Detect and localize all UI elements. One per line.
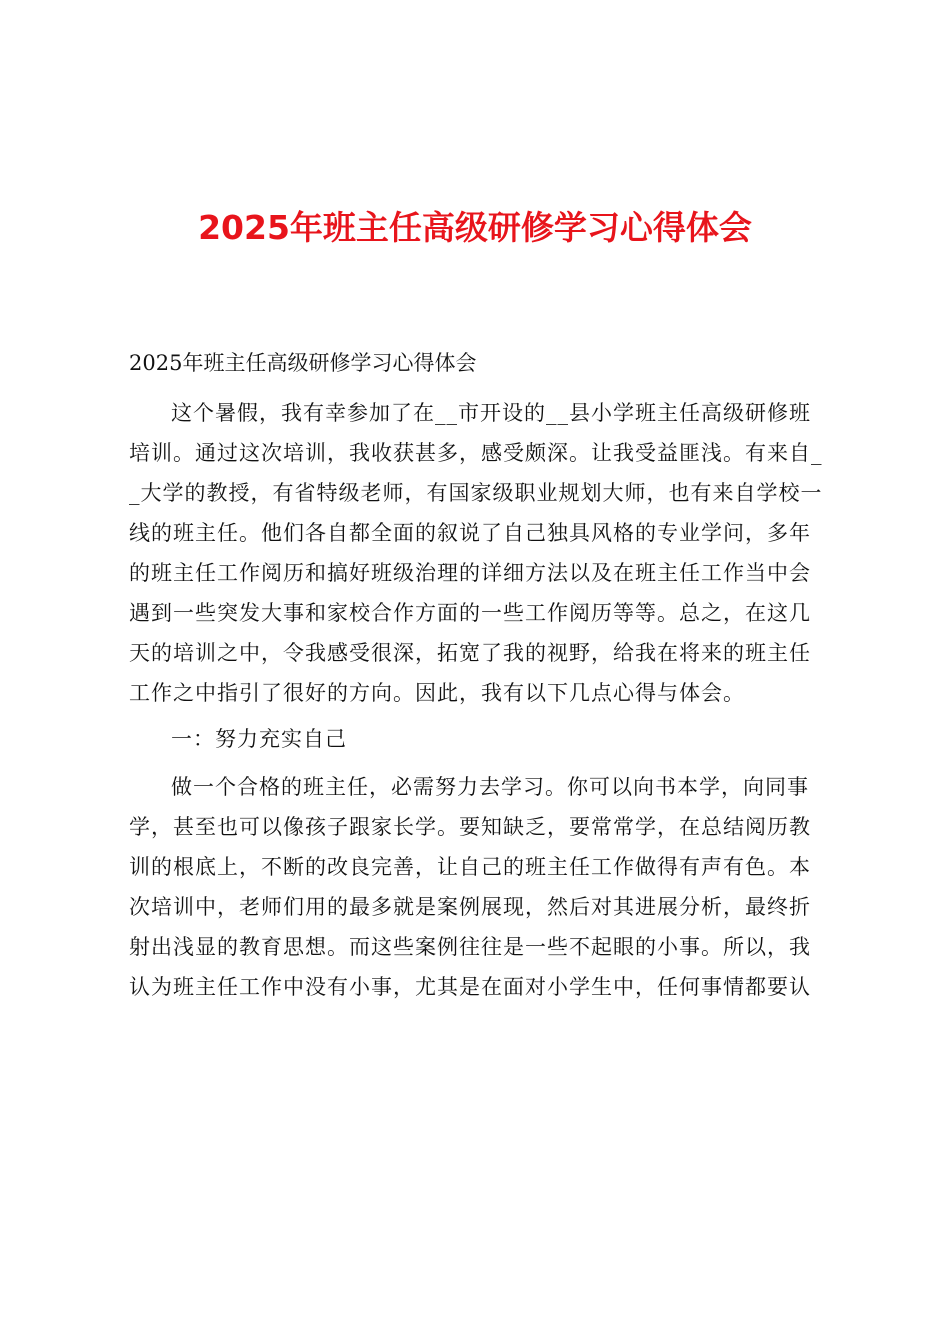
document-title: 2025年班主任高级研修学习心得体会	[198, 208, 752, 247]
paragraph-line: 次培训中，老师们用的最多就是案例展现，然后对其进展分析，最终折	[129, 895, 811, 919]
paragraph-line: 做一个合格的班主任，必需努力去学习。你可以向书本学，向同事	[171, 775, 809, 799]
paragraph-line: 训的根底上，不断的改良完善，让自己的班主任工作做得有声有色。本	[129, 855, 811, 879]
paragraph-line: 工作之中指引了很好的方向。因此，我有以下几点心得与体会。	[129, 681, 745, 705]
section-heading: 一：努力充实自己	[171, 727, 347, 751]
paragraph-line: 天的培训之中，令我感受很深，拓宽了我的视野，给我在将来的班主任	[129, 641, 811, 665]
paragraph-1	[129, 393, 829, 713]
paragraph-line: 射出浅显的教育思想。而这些案例往往是一些不起眼的小事。所以，我	[129, 935, 811, 959]
paragraph-line: 这个暑假，我有幸参加了在__市开设的__县小学班主任高级研修班	[171, 401, 811, 425]
paragraph-line: 线的班主任。他们各自都全面的叙说了自己独具风格的专业学问，多年	[129, 521, 811, 545]
paragraph-line: 认为班主任工作中没有小事，尤其是在面对小学生中，任何事情都要认	[129, 975, 811, 999]
paragraph-line: 遇到一些突发大事和家校合作方面的一些工作阅历等等。总之，在这几	[129, 601, 811, 625]
paragraph-line: _大学的教授，有省特级老师，有国家级职业规划大师，也有来自学校一	[129, 481, 823, 505]
paragraph-line: 培训。通过这次培训，我收获甚多，感受颇深。让我受益匪浅。有来自_	[129, 441, 823, 465]
paragraph-2	[129, 767, 829, 1007]
document-body	[129, 343, 829, 1007]
paragraph-line: 的班主任工作阅历和搞好班级治理的详细方法以及在班主任工作当中会	[129, 561, 811, 585]
document-subtitle: 2025年班主任高级研修学习心得体会	[129, 351, 477, 375]
paragraph-line: 学，甚至也可以像孩子跟家长学。要知缺乏，要常常学，在总结阅历教	[129, 815, 811, 839]
